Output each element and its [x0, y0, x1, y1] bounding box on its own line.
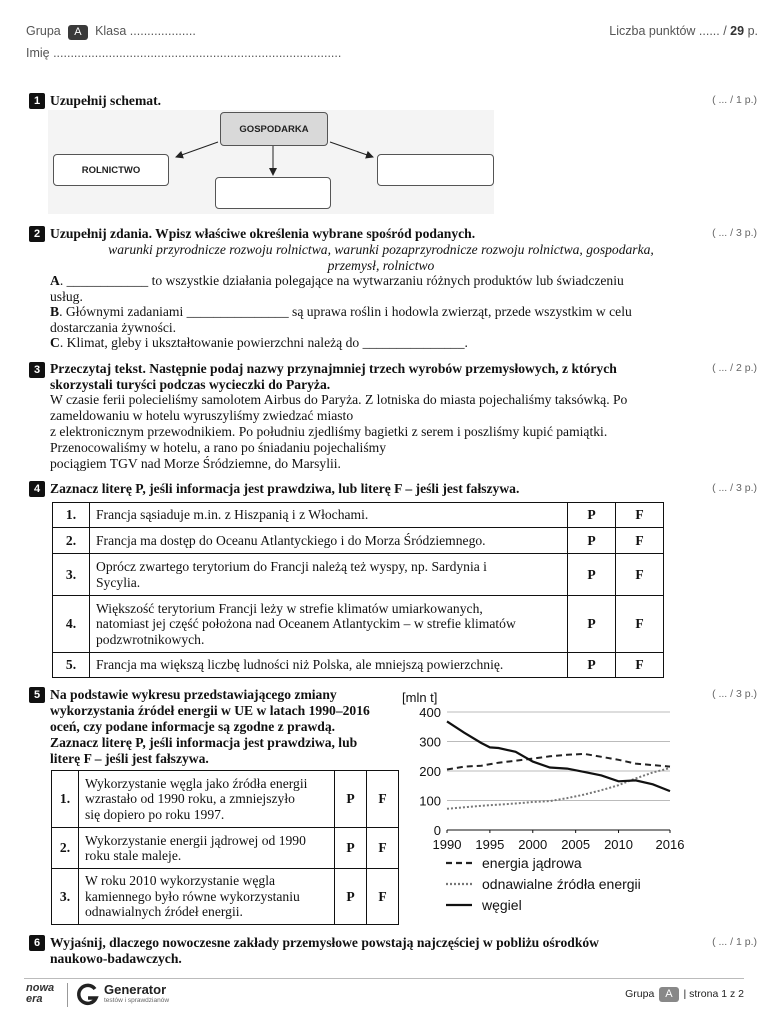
legend-label: odnawialne źródła energii: [482, 876, 641, 892]
x-tick-label: 1990: [432, 837, 462, 852]
statement-line: podzwrotnikowych.: [96, 631, 205, 647]
arrow-left: [176, 142, 218, 157]
x-tick-label: 2005: [561, 837, 591, 852]
sentence-c-text: . Klimat, gleby i ukształtowanie powierzchni należą do _______________.: [59, 335, 468, 350]
logo-line: nowa: [26, 982, 55, 994]
question-title-3b: skorzystali turyści podczas wycieczki do Paryża.: [50, 377, 331, 392]
sentence-a-letter: A: [50, 273, 60, 288]
sentence-a: [50, 273, 624, 289]
option-f[interactable]: F: [616, 596, 664, 653]
option-p[interactable]: P: [568, 554, 616, 596]
sentence-c: [50, 335, 468, 351]
logo-line: era: [26, 993, 43, 1005]
table-row: [52, 771, 399, 828]
points-q2: ( ... / 3 p.): [712, 227, 757, 239]
y-axis-title: [mln t]: [402, 690, 438, 705]
generator-g-icon: [75, 983, 101, 1007]
nowa-era-logo: [26, 983, 54, 1005]
option-p[interactable]: P: [568, 528, 616, 554]
row-number: 4.: [53, 596, 90, 653]
points-label: Liczba punktów ...... /: [609, 24, 727, 38]
points-q5: ( ... / 3 p.): [712, 688, 757, 700]
x-tick-label: 2016: [655, 837, 685, 852]
statement-line: Francja sąsiaduje m.in. z Hiszpanią i z Włochami.: [96, 507, 369, 523]
statement-line: kamiennego było równe wykorzystaniu: [85, 888, 300, 904]
row-number: 2.: [53, 528, 90, 554]
question-title-3a: Przeczytaj tekst. Następnie podaj nazwy przynajmniej trzech wyrobów przemysłowych, z których: [50, 361, 617, 376]
terms-line-2: przemysł, rolnictwo: [327, 258, 435, 273]
generator-title: Generator: [104, 982, 167, 997]
question-number-1: 1: [29, 93, 45, 109]
group-badge: A: [68, 25, 87, 40]
question-number-3: 3: [29, 362, 45, 378]
series-line-dotted: [447, 768, 670, 809]
name-field[interactable]: Imię ...................................................................................: [26, 46, 342, 60]
y-tick-label: 400: [419, 705, 441, 720]
points-total: 29: [730, 24, 745, 38]
table-row: [53, 653, 664, 678]
footer-group-label: Grupa: [625, 988, 655, 1000]
row-number: 2.: [52, 828, 79, 869]
question-number-6: 6: [29, 935, 45, 951]
table-row: [52, 828, 399, 869]
q3-text-line: z elektronicznym przewodnikiem. Po południu zjedliśmy bagietki z serem i poszliśmy kupić pamiątki.: [50, 424, 608, 439]
sentence-a-cont: usług.: [50, 289, 83, 304]
row-number: 3.: [52, 869, 79, 925]
box-gospodarka: GOSPODARKA: [220, 112, 328, 146]
x-tick-label: 1995: [475, 837, 505, 852]
footer-group-badge: A: [659, 987, 678, 1002]
statement-line: Sycylia.: [96, 574, 141, 590]
box-empty-right[interactable]: [377, 154, 494, 186]
table-q4: [52, 502, 664, 678]
statement-line: wzrastało od 1990 roku, a zmniejszyło: [85, 791, 295, 807]
footer-divider: [24, 978, 744, 979]
sentence-b-letter: B: [50, 304, 60, 319]
table-row: [53, 503, 664, 528]
option-p[interactable]: P: [568, 653, 616, 678]
diagram-arrows: [0, 0, 768, 260]
statement-line: natomiast jej część położona nad Oceanem Atlantyckim – w strefie klimatów: [96, 616, 516, 632]
sentence-a-text: . ____________ to wszystkie działania polegające na wytwarzaniu różnych produktów lub świadczeniu: [59, 273, 624, 288]
question-title-5: wykorzystania źródeł energii w UE w latach 1990–2016: [50, 703, 370, 718]
sentence-b: [50, 304, 632, 320]
statement-line: Francja ma większą liczbę ludności niż Polska, ale mniejszą powierzchnię.: [96, 657, 504, 673]
footer-page-label: | strona 1 z 2: [683, 988, 744, 1000]
option-f[interactable]: F: [616, 528, 664, 554]
question-title-6a: Wyjaśnij, dlaczego nowoczesne zakłady przemysłowe powstają najczęściej w pobliżu ośrodków: [50, 935, 599, 950]
points-q6: ( ... / 1 p.): [712, 936, 757, 948]
question-title-2: Uzupełnij zdania. Wpisz właściwe określenia wybrane spośród podanych.: [50, 226, 476, 241]
question-title-1: Uzupełnij schemat.: [50, 93, 162, 108]
option-p[interactable]: P: [335, 771, 367, 828]
statement-line: W roku 2010 wykorzystanie węgla: [85, 873, 276, 889]
sentence-b-text: . Głównymi zadaniami _______________ są uprawa roślin i hodowla zwierząt, przede wszystkim w celu: [59, 304, 632, 319]
table-row: [52, 869, 399, 925]
q3-text-line: pociągiem TGV nad Morze Śródziemne, do Marsylii.: [50, 456, 341, 471]
points-suffix: p.: [747, 24, 758, 38]
option-f[interactable]: F: [616, 554, 664, 596]
points-q1: ( ... / 1 p.): [712, 94, 757, 106]
box-rolnictwo: ROLNICTWO: [53, 154, 169, 186]
question-number-5: 5: [29, 687, 45, 703]
option-f[interactable]: F: [616, 653, 664, 678]
row-number: 5.: [53, 653, 90, 678]
question-title-5: literę F – jeśli jest fałszywa.: [50, 751, 209, 766]
row-number: 3.: [53, 554, 90, 596]
energy-chart: [400, 686, 700, 922]
row-statement: [79, 828, 335, 869]
footer-separator: [67, 983, 68, 1007]
statement-line: Wykorzystanie energii jądrowej od 1990: [85, 832, 306, 848]
statement-line: Wykorzystanie węgla jako źródła energii: [85, 775, 308, 791]
table-row: [53, 596, 664, 653]
box-empty-middle[interactable]: [215, 177, 331, 209]
question-title-5: oceń, czy podane informacje są zgodne z prawdą.: [50, 719, 336, 734]
option-f[interactable]: F: [367, 828, 399, 869]
statement-line: Większość terytorium Francji leży w strefie klimatów umiarkowanych,: [96, 600, 483, 616]
option-f[interactable]: F: [616, 503, 664, 528]
y-tick-label: 300: [419, 734, 441, 750]
question-title-5: Zaznacz literę P, jeśli informacja jest prawdziwa, lub: [50, 735, 358, 750]
row-statement: [90, 503, 568, 528]
row-statement: [90, 596, 568, 653]
option-f[interactable]: F: [367, 771, 399, 828]
option-p[interactable]: P: [335, 828, 367, 869]
table-row: [53, 528, 664, 554]
row-statement: [79, 869, 335, 925]
question-number-2: 2: [29, 226, 45, 242]
row-number: 1.: [53, 503, 90, 528]
statement-line: roku stale maleje.: [85, 848, 182, 863]
row-number: 1.: [52, 771, 79, 828]
legend-label: węgiel: [482, 897, 522, 913]
generator-subtitle: testów i sprawdzianów: [104, 997, 170, 1004]
option-p[interactable]: P: [335, 869, 367, 925]
statement-line: Oprócz zwartego terytorium do Francji należą też wyspy, np. Sardynia i: [96, 559, 487, 574]
arrow-right: [330, 142, 373, 157]
x-tick-label: 2000: [518, 837, 548, 852]
y-tick-label: 100: [419, 793, 441, 809]
row-statement: [90, 528, 568, 554]
row-statement: [90, 554, 568, 596]
table-row: [53, 554, 664, 596]
class-field[interactable]: Klasa ...................: [95, 24, 196, 38]
x-tick-label: 2010: [604, 837, 633, 852]
row-statement: [90, 653, 568, 678]
q3-text-line: Przenocowaliśmy w hotelu, a rano po śniadaniu pojechaliśmy: [50, 440, 386, 455]
table-q5: [51, 770, 399, 925]
points-q4: ( ... / 3 p.): [712, 482, 757, 494]
question-title-6b: naukowo-badawczych.: [50, 951, 182, 966]
statement-line: Francja ma dostęp do Oceanu Atlantyckiego i do Morza Śródziemnego.: [96, 532, 486, 548]
points-q3: ( ... / 2 p.): [712, 362, 757, 374]
statement-line: odnawialnych źródeł energii.: [85, 904, 243, 920]
group-label: Grupa: [26, 24, 61, 38]
row-statement: [79, 771, 335, 828]
question-title-5: Na podstawie wykresu przedstawiającego zmiany: [50, 687, 337, 702]
legend-label: energia jądrowa: [482, 855, 582, 871]
sentence-b-cont: dostarczania żywności.: [50, 320, 177, 335]
option-p[interactable]: P: [568, 596, 616, 653]
sentence-c-letter: C: [50, 335, 60, 350]
y-tick-label: 200: [419, 764, 441, 779]
question-title-4: Zaznacz literę P, jeśli informacja jest prawdziwa, lub literę F – jeśli jest fałszywa.: [50, 481, 520, 496]
q3-text-line: zameldowaniu w hotelu wyruszyliśmy zwiedzać miasto: [50, 408, 354, 423]
statement-line: się dopiero po roku 1997.: [85, 806, 225, 822]
question-number-4: 4: [29, 481, 45, 497]
q3-text-line: W czasie ferii polecieliśmy samolotem Airbus do Paryża. Z lotniska do miasta pojechaliśmy taksówką. Po: [50, 392, 628, 407]
terms-line-1: warunki przyrodnicze rozwoju rolnictwa, warunki pozaprzyrodnicze rozwoju rolnictwa, gospodarka,: [108, 242, 654, 257]
y-tick-label: 0: [433, 823, 441, 838]
option-f[interactable]: F: [367, 869, 399, 925]
footer-page-info: [625, 987, 744, 1002]
option-p[interactable]: P: [568, 503, 616, 528]
